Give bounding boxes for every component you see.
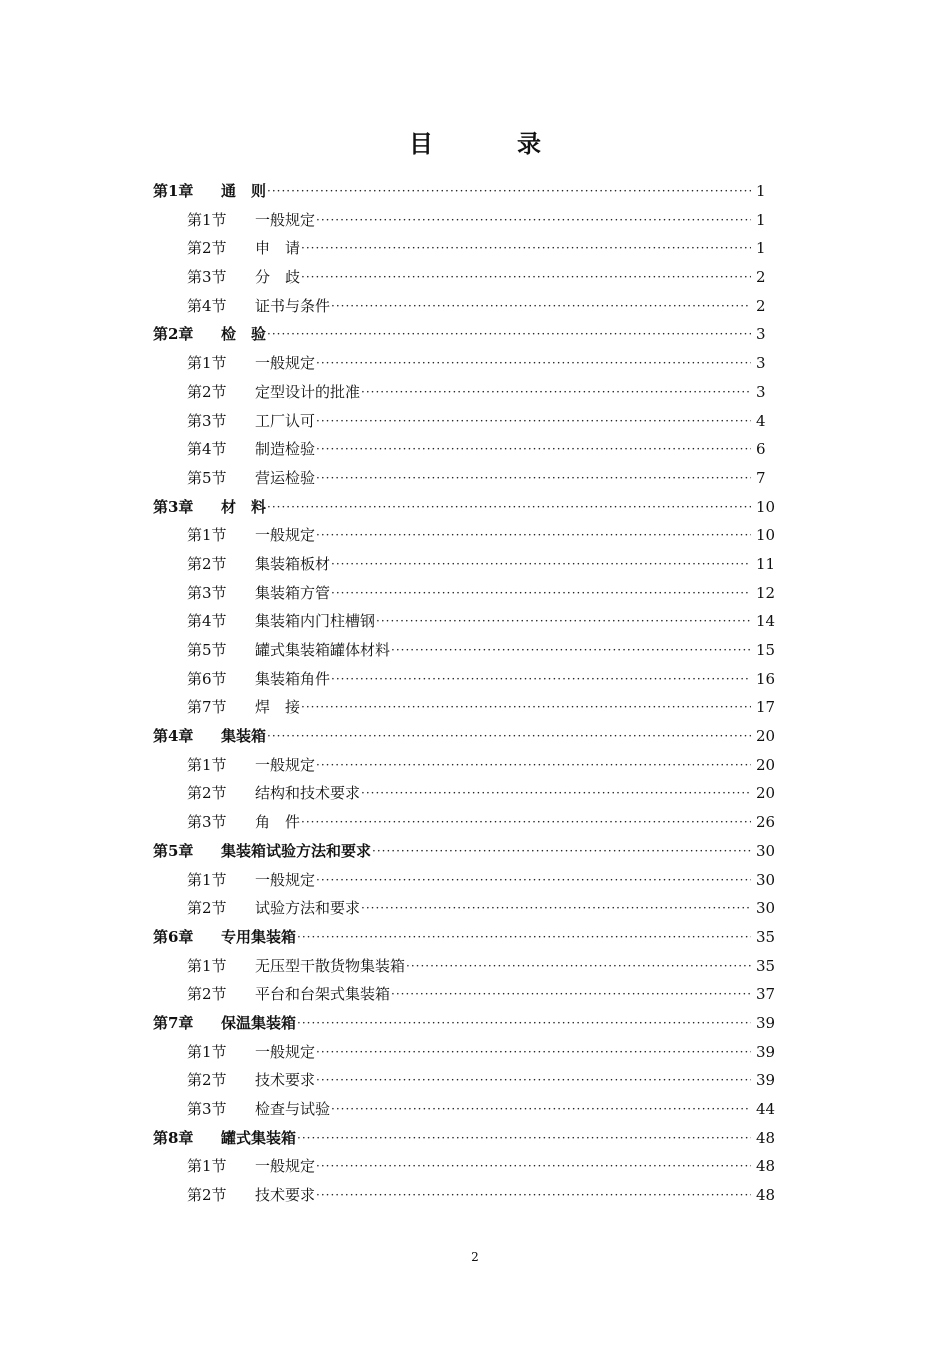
toc-leader-dots [301,693,751,722]
toc-leader-dots [316,521,751,550]
leader-dots [331,292,751,321]
toc-leader-dots [331,292,751,321]
toc-leader-dots [316,435,751,464]
leader-dots [391,980,751,1009]
toc-page-number: 14 [756,612,776,631]
toc-leader-dots [331,665,751,694]
toc-leader-dots [301,234,751,263]
toc-section-row[interactable] [0,1066,950,1095]
toc-leader-dots [361,779,751,808]
toc-leader-dots [297,923,751,952]
leader-dots [316,866,751,895]
toc-entry-number: 第7章 [153,1013,194,1032]
leader-dots [361,894,751,923]
toc-entry-title: 技术要求 [255,1186,316,1205]
toc-section-row[interactable] [0,1152,950,1181]
toc-entry-title: 集装箱试验方法和要求 [221,841,372,860]
toc-page-number: 39 [756,1042,776,1061]
toc-leader-dots [331,1095,751,1124]
toc-leader-dots [391,980,751,1009]
toc-entry-number: 第2节 [187,554,227,573]
toc-entry-title: 焊 接 [255,698,301,717]
toc-entry-number: 第2节 [187,1186,227,1205]
leader-dots [297,1124,751,1153]
toc-chapter-row[interactable] [0,923,950,952]
toc-leader-dots [301,808,751,837]
toc-leader-dots [316,206,751,235]
toc-entry-number: 第2节 [187,784,227,803]
toc-leader-dots [361,378,751,407]
toc-page-number: 20 [756,727,776,746]
toc-entry-number: 第6节 [187,669,227,688]
toc-page-number: 15 [756,641,776,659]
toc-leader-dots [372,837,751,866]
toc-leader-dots [316,1152,751,1181]
toc-entry-number: 第3章 [153,497,194,516]
toc-entry-number: 第4节 [187,440,227,459]
toc-page-number: 2 [756,268,766,287]
toc-entry-number: 第5节 [187,468,227,487]
leader-dots [316,1066,751,1095]
leader-dots [361,378,751,407]
toc-entry-title: 制造检验 [255,440,316,459]
toc-leader-dots [316,407,751,436]
toc-entry-title: 集装箱 [221,727,267,746]
toc-page-number: 48 [756,1128,776,1147]
toc-section-row[interactable] [0,866,950,895]
toc-leader-dots [267,177,751,206]
toc-section-row[interactable] [0,1095,950,1124]
toc-page-number: 10 [756,526,776,545]
leader-dots [301,808,751,837]
toc-entry-number: 第5章 [153,841,194,860]
toc-entry-title: 保温集装箱 [221,1013,297,1032]
leader-dots [331,579,751,608]
toc-entry-title: 一般规定 [255,526,316,545]
toc-entry-title: 申 请 [255,239,301,258]
toc-page-number: 1 [756,239,766,258]
toc-entry-number: 第3节 [187,1100,227,1118]
toc-entry-title: 罐式集装箱 [221,1128,297,1147]
toc-leader-dots [316,1181,751,1210]
leader-dots [331,550,751,579]
toc-entry-title: 材 料 [221,497,267,516]
toc-section-row[interactable] [0,894,950,923]
leader-dots [267,493,751,522]
toc-chapter-row[interactable] [0,722,950,751]
toc-page-number: 6 [756,440,766,459]
toc-entry-title: 结构和技术要求 [255,784,361,803]
toc-entry-title: 无压型干散货物集装箱 [255,956,406,975]
leader-dots [267,722,751,751]
toc-chapter-row[interactable] [0,177,950,206]
toc-entry-title: 专用集装箱 [221,927,297,946]
toc-entry-title: 检 验 [221,325,267,344]
toc-entry-number: 第2节 [187,899,227,918]
toc-chapter-row[interactable] [0,837,950,866]
toc-section-row[interactable] [0,1181,950,1210]
toc-chapter-row[interactable] [0,320,950,349]
toc-section-row[interactable] [0,349,950,378]
leader-dots [301,693,751,722]
toc-page-number: 1 [756,210,766,229]
toc-entry-number: 第3节 [187,411,227,430]
toc-section-row[interactable] [0,952,950,981]
toc-entry-title: 一般规定 [255,1042,316,1061]
toc-page-number: 44 [756,1100,776,1118]
toc-section-row[interactable] [0,378,950,407]
toc-entry-number: 第8章 [153,1128,194,1147]
toc-entry-number: 第1节 [187,870,227,889]
toc-section-row[interactable] [0,980,950,1009]
leader-dots [316,1038,751,1067]
toc-page-number: 11 [756,554,776,573]
leader-dots [267,177,751,206]
toc-page-number: 39 [756,1013,776,1032]
toc-chapter-row[interactable] [0,493,950,522]
toc-entry-number: 第2章 [153,325,194,344]
leader-dots [376,607,751,636]
toc-entry-title: 通 则 [221,182,267,200]
leader-dots [301,234,751,263]
toc-entry-title: 试验方法和要求 [255,899,361,918]
toc-entry-number: 第2节 [187,239,227,258]
toc-section-row[interactable] [0,693,950,722]
leader-dots [372,837,751,866]
toc-entry-title: 分 歧 [255,268,301,287]
toc-section-row[interactable] [0,665,950,694]
leader-dots [316,407,751,436]
toc-entry-number: 第1节 [187,526,227,545]
toc-leader-dots [316,1038,751,1067]
toc-page-number: 1 [756,182,766,200]
toc-page-number: 30 [756,841,776,860]
toc-leader-dots [331,579,751,608]
toc-leader-dots [316,1066,751,1095]
toc-entry-title: 证书与条件 [255,296,331,315]
toc-page-number: 16 [756,669,776,688]
toc-entry-title: 一般规定 [255,755,316,774]
toc-section-row[interactable] [0,206,950,235]
toc-section-row[interactable] [0,607,950,636]
toc-entry-number: 第1节 [187,210,227,229]
toc-entry-number: 第7节 [187,698,227,717]
toc-section-row[interactable] [0,521,950,550]
toc-section-row[interactable] [0,234,950,263]
toc-entry-title: 工厂认可 [255,411,316,430]
toc-leader-dots [376,607,751,636]
toc-entry-title: 集装箱方管 [255,583,331,602]
toc-section-row[interactable] [0,808,950,837]
toc-page-number: 17 [756,698,776,717]
toc-entry-title: 技术要求 [255,1071,316,1090]
toc-leader-dots [297,1009,751,1038]
toc-entry-title: 一般规定 [255,210,316,229]
toc-entry-title: 营运检验 [255,468,316,487]
toc-entry-number: 第1节 [187,956,227,975]
leader-dots [301,263,751,292]
toc-page-number: 12 [756,583,776,602]
toc-entry-number: 第1节 [187,1157,227,1176]
toc-entry-number: 第1章 [153,182,194,200]
toc-entry-title: 一般规定 [255,1157,316,1176]
toc-entry-number: 第2节 [187,1071,227,1090]
leader-dots [391,636,751,665]
toc-page-number: 39 [756,1071,776,1090]
toc-leader-dots [267,320,751,349]
toc-page-number: 37 [756,985,776,1004]
toc-leader-dots [316,866,751,895]
toc-section-row[interactable] [0,751,950,780]
leader-dots [331,1095,751,1124]
toc-page-number: 48 [756,1186,776,1205]
toc-section-row[interactable] [0,407,950,436]
toc-section-row[interactable] [0,292,950,321]
toc-page-number: 2 [756,296,766,315]
toc-entry-title: 集装箱板材 [255,554,331,573]
toc-page-number: 7 [756,468,766,487]
toc-page-number: 3 [756,354,766,373]
toc-leader-dots [316,464,751,493]
toc-leader-dots [267,722,751,751]
toc-page-number: 26 [756,813,776,832]
toc-page-number: 20 [756,755,776,774]
toc-chapter-row[interactable] [0,1009,950,1038]
toc-leader-dots [406,952,751,981]
toc-leader-dots [267,493,751,522]
toc-section-row[interactable] [0,779,950,808]
toc-page-number: 35 [756,927,776,946]
leader-dots [316,521,751,550]
leader-dots [316,349,751,378]
toc-page-number: 3 [756,325,766,344]
leader-dots [316,1181,751,1210]
toc-entry-number: 第4章 [153,727,194,746]
toc-entry-title: 集装箱内门柱槽钢 [255,612,376,631]
toc-leader-dots [301,263,751,292]
toc-entry-number: 第5节 [187,641,227,659]
toc-page-number: 30 [756,899,776,918]
toc-entry-title: 罐式集装箱罐体材料 [255,641,391,659]
toc-leader-dots [331,550,751,579]
toc-leader-dots [316,751,751,780]
toc-entry-title: 一般规定 [255,354,316,373]
leader-dots [316,206,751,235]
toc-entry-title: 一般规定 [255,870,316,889]
toc-entry-title: 角 件 [255,813,301,832]
leader-dots [297,1009,751,1038]
toc-section-row[interactable] [0,464,950,493]
leader-dots [406,952,751,981]
toc-section-row[interactable] [0,636,950,665]
toc-leader-dots [391,636,751,665]
leader-dots [331,665,751,694]
leader-dots [316,464,751,493]
toc-entry-title: 平台和台架式集装箱 [255,985,391,1004]
toc-entry-number: 第6章 [153,927,194,946]
toc-entry-number: 第1节 [187,1042,227,1061]
toc-entry-number: 第4节 [187,612,227,631]
toc-page-number: 35 [756,956,776,975]
toc-page-number: 10 [756,497,776,516]
toc-page-number: 20 [756,784,776,803]
toc-entry-title: 检查与试验 [255,1100,331,1118]
toc-entry-number: 第2节 [187,985,227,1004]
toc-leader-dots [316,349,751,378]
leader-dots [316,435,751,464]
toc-section-row[interactable] [0,579,950,608]
toc-entry-number: 第1节 [187,755,227,774]
leader-dots [316,751,751,780]
leader-dots [297,923,751,952]
toc-entry-title: 定型设计的批准 [255,382,361,401]
toc-entry-number: 第1节 [187,354,227,373]
toc-leader-dots [297,1124,751,1153]
page-title: 目 录 [409,130,571,158]
leader-dots [316,1152,751,1181]
toc-leader-dots [361,894,751,923]
toc-page-number: 4 [756,411,766,430]
toc-entry-number: 第4节 [187,296,227,315]
toc-entry-number: 第3节 [187,813,227,832]
toc-section-row[interactable] [0,263,950,292]
leader-dots [267,320,751,349]
toc-page-number: 3 [756,382,766,401]
table-of-contents [0,177,950,1210]
toc-section-row[interactable] [0,550,950,579]
leader-dots [361,779,751,808]
toc-entry-number: 第3节 [187,583,227,602]
toc-page-number: 30 [756,870,776,889]
toc-section-row[interactable] [0,435,950,464]
toc-entry-title: 集装箱角件 [255,669,331,688]
toc-page-number: 48 [756,1157,776,1176]
footer-page-number: 2 [471,1250,479,1264]
toc-entry-number: 第3节 [187,268,227,287]
toc-section-row[interactable] [0,1038,950,1067]
toc-entry-number: 第2节 [187,382,227,401]
toc-chapter-row[interactable] [0,1124,950,1153]
